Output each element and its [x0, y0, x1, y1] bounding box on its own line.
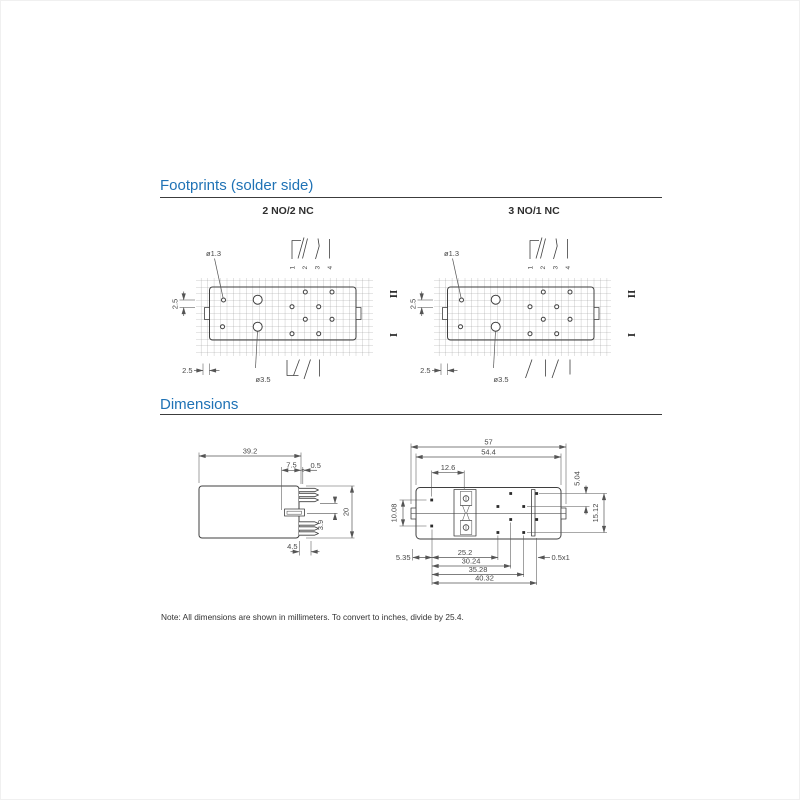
- no-contact-symbol: [552, 360, 559, 379]
- pin-marker: [522, 531, 525, 534]
- dim-label-row-pitch: 5.04: [572, 471, 582, 486]
- dim-label-coil-offset: 12.6: [440, 463, 456, 472]
- pin-number: 2: [540, 265, 547, 270]
- footprints-heading: Footprints (solder side): [160, 177, 314, 194]
- row-label-upper: II: [387, 289, 399, 299]
- dim-label-grid-pitch-v: 2.5: [170, 298, 180, 310]
- pin-number: 4: [327, 265, 334, 270]
- pin-marker: [509, 518, 512, 521]
- pin-marker: [430, 525, 433, 528]
- dim-label-grid-pitch-v: 2.5: [408, 298, 418, 310]
- units-note: Note: All dimensions are shown in millimeters. To convert to inches, divide by 25.4.: [161, 612, 464, 622]
- dim-label-pin-length: 4.5: [287, 542, 298, 552]
- dim-label-overall-length: 57: [484, 437, 493, 447]
- dim-label-slot-size: 0.5x1: [551, 553, 570, 562]
- pin-marker: [509, 492, 512, 495]
- pin-marker: [522, 505, 525, 508]
- dim-label-pitch3: 35.28: [468, 565, 488, 574]
- pin-number: 2: [302, 265, 309, 270]
- dimensions-heading: Dimensions: [160, 396, 239, 413]
- relay-body: [199, 486, 299, 538]
- pin-marker: [430, 499, 433, 502]
- row-label-lower: I: [625, 332, 637, 338]
- footprint-3no1nc: [409, 205, 638, 384]
- pin-marker: [497, 531, 500, 534]
- pin-number: 1: [289, 265, 297, 270]
- bottom-view-drawing: [390, 437, 608, 585]
- dim-label-overall-width: 39.2: [242, 446, 258, 456]
- contact-blade: [294, 360, 300, 376]
- footprint-2no2nc: [171, 205, 400, 384]
- dim-label-body-length: 54.4: [481, 447, 496, 457]
- terminal-link: [463, 506, 470, 521]
- no-contact-symbol: [526, 360, 533, 379]
- footprint-title: 3 NO/1 NC: [508, 205, 560, 217]
- pin-number: 4: [565, 265, 572, 270]
- pin: [299, 532, 319, 535]
- dim-label-pin-tip: 0.5: [310, 460, 321, 470]
- dim-label-grid-pitch-h: 2.5: [420, 366, 431, 375]
- pin-number: 1: [527, 265, 535, 270]
- dim-label-coil-pitch: 10.08: [389, 503, 399, 523]
- dim-label-pitch1: 25.2: [457, 548, 473, 557]
- pin: [299, 488, 319, 491]
- dim-label-grid-pitch-h: 2.5: [182, 366, 193, 375]
- pin-marker: [535, 518, 538, 521]
- mounting-slot: [532, 490, 536, 537]
- row-label-lower: I: [387, 332, 399, 338]
- dim-label-pin-offset: 7.5: [286, 460, 297, 470]
- footprint-title: 2 NO/2 NC: [262, 205, 314, 217]
- pin-marker: [535, 492, 538, 495]
- dim-label-large-hole: ø3.5: [493, 375, 509, 384]
- technical-drawing: [1, 1, 800, 801]
- dim-label-pitch2: 30.24: [461, 556, 481, 566]
- pin-number: 3: [314, 265, 322, 270]
- dim-label-pitch4: 40.32: [475, 573, 494, 583]
- pin-number: 3: [552, 265, 560, 270]
- dim-label-small-hole: ø1.3: [444, 249, 460, 258]
- dim-label-large-hole: ø3.5: [255, 375, 271, 384]
- side-view-drawing: [199, 446, 355, 555]
- pin: [299, 498, 319, 501]
- pin-marker: [497, 505, 500, 508]
- dim-label-edge-offset: 5.35: [395, 552, 411, 562]
- dim-label-small-hole: ø1.3: [206, 249, 222, 258]
- dim-label-height: 20: [341, 507, 351, 517]
- no-contact-symbol: [304, 360, 311, 380]
- row-label-upper: II: [625, 289, 637, 299]
- dim-label-tab-width: 3.9: [316, 519, 325, 531]
- dim-label-row-span: 15.12: [591, 503, 600, 523]
- pin: [299, 493, 319, 496]
